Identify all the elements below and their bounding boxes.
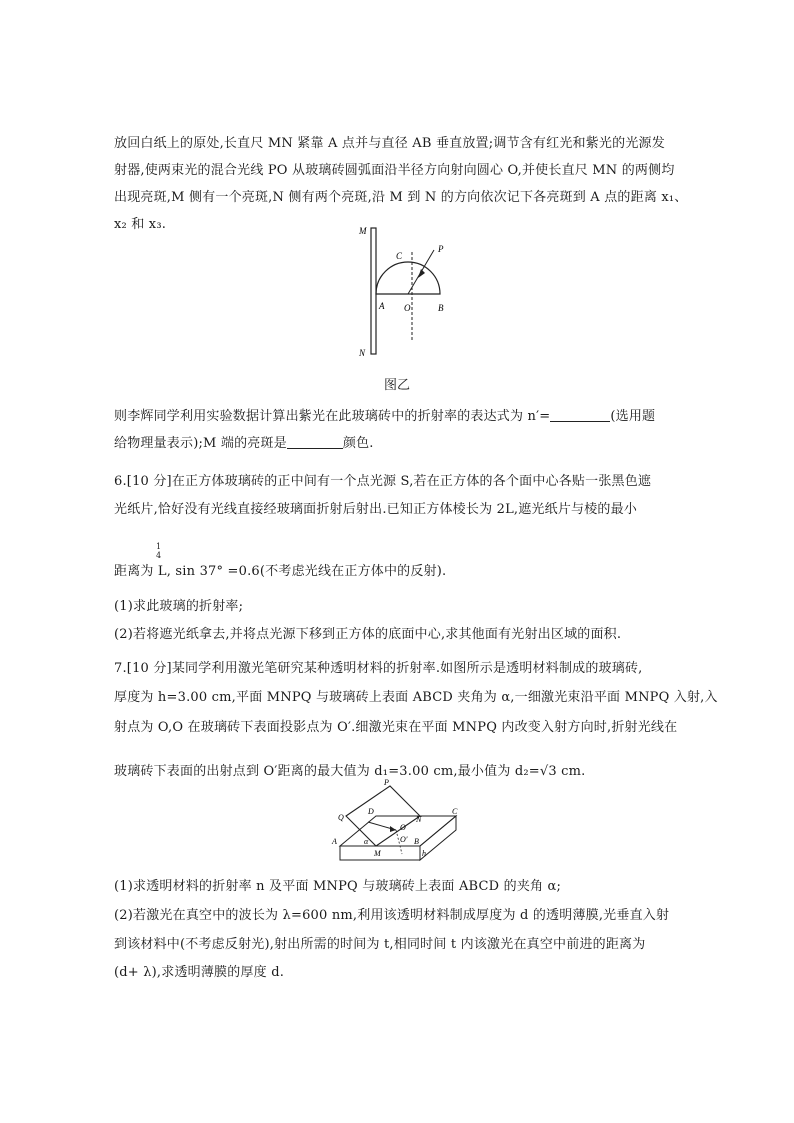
figure-semicircle-ruler	[350, 222, 460, 362]
q7-part-2-line-2: 到该材料中(不考虑反射光),射出所需的时间为 t,相同时间 t 内该激光在真空中前进的距离为	[114, 937, 646, 952]
q6-line-2: 光纸片,恰好没有光线直接经玻璃面折射后射出.已知正方体棱长为 2L,遮光纸片与棱的最小	[114, 502, 638, 517]
fig2-label-h: h	[422, 849, 426, 858]
fig2-label-p: P	[384, 778, 389, 787]
q7-line-2: 厚度为 h=3.00 cm,平面 MNPQ 与玻璃砖上表面 ABCD 夹角为 α,一细激光束沿平面 MNPQ 入射,入	[114, 690, 718, 705]
q6-line-1: 6.[10 分]在正方体玻璃砖的正中间有一个点光源 S,若在正方体的各个面中心各贴一张黑色遮	[114, 474, 652, 489]
answer-blank-1	[550, 409, 610, 422]
intro-line-4: x₂ 和 x₃.	[114, 217, 167, 232]
q7-part-2-line-1: (2)若激光在真空中的波长为 λ=600 nm,利用该透明材料制成厚度为 d 的透明薄膜,光垂直入射	[114, 908, 670, 923]
after-fig1-line-2	[114, 432, 374, 451]
fig2-label-d: D	[368, 807, 374, 816]
after-fig1-line-1-post: (选用题	[610, 409, 656, 424]
after-fig1-line-1	[114, 405, 655, 424]
q7-part-2-line-3: (d+ λ),求透明薄膜的厚度 d.	[114, 965, 285, 980]
after-fig1-line-2-post: 颜色.	[342, 436, 374, 451]
label-a: A	[379, 301, 385, 311]
q6-line-3: 距离为 L, sin 37° =0.6(不考虑光线在正方体中的反射).	[114, 564, 447, 579]
fig2-label-b: B	[414, 837, 419, 846]
q7-part-1: (1)求透明材料的折射率 n 及平面 MNPQ 与玻璃砖上表面 ABCD 的夹角 α;	[114, 879, 562, 894]
fig2-label-n: N	[416, 815, 422, 824]
ray-arrow-icon	[418, 269, 425, 278]
semicircle-glass	[376, 262, 440, 294]
after-fig1-line-2-pre: 给物理量表示);M 端的亮斑是	[114, 436, 287, 451]
ruler-mn	[371, 228, 376, 354]
intro-line-1: 放回白纸上的原处,长直尺 MN 紧靠 A 点并与直径 AB 垂直放置;调节含有红光和紫光的光源发	[114, 136, 665, 151]
q6-part-1: (1)求此玻璃的折射率;	[114, 599, 244, 614]
q7-line-3: 射点为 O,O 在玻璃砖下表面投影点为 O′.细激光束在平面 MNPQ 内改变入射方向时,折射光线在	[114, 720, 678, 735]
fig2-label-a: A	[332, 837, 337, 846]
fig2-label-m: M	[374, 849, 381, 858]
label-m: M	[359, 226, 367, 236]
fig2-label-c: C	[452, 807, 458, 816]
q6-part-2: (2)若将遮光纸拿去,并将点光源下移到正方体的底面中心,求其他面有光射出区域的面积.	[114, 627, 622, 642]
figure1-caption: 图乙	[384, 378, 411, 393]
label-p: P	[438, 244, 444, 254]
laser-arrow-icon	[390, 826, 396, 832]
label-b: B	[438, 303, 444, 313]
fig2-label-alpha: α	[364, 837, 369, 846]
fig2-label-o: O	[400, 823, 406, 832]
after-fig1-line-1-pre: 则李辉同学利用实验数据计算出紫光在此玻璃砖中的折射率的表达式为 n′=	[114, 409, 551, 424]
fig2-label-oprime: O′	[400, 835, 408, 844]
label-o: O	[404, 303, 411, 313]
label-c: C	[396, 251, 403, 261]
fig2-label-q: Q	[338, 813, 344, 822]
label-n: N	[359, 348, 366, 358]
figure-glass-slab	[328, 778, 468, 874]
fraction-numerator: 1	[156, 542, 162, 551]
intro-line-3: 出现亮斑,M 侧有一个亮斑,N 侧有两个亮斑,沿 M 到 N 的方向依次记下各亮斑到 A 点的距离 x₁、	[114, 190, 688, 205]
q7-line-4: 玻璃砖下表面的出射点到 O′距离的最大值为 d₁=3.00 cm,最小值为 d₂=√3 cm.	[114, 764, 586, 779]
fraction-denominator: 4	[156, 551, 162, 560]
intro-line-2: 射器,使两束光的混合光线 PO 从玻璃砖圆弧面沿半径方向射向圆心 O,并使长直尺 MN 的两侧均	[114, 163, 675, 178]
answer-blank-2	[287, 436, 343, 449]
q7-line-1: 7.[10 分]某同学利用激光笔研究某种透明材料的折射率.如图所示是透明材料制成的玻璃砖,	[114, 661, 643, 676]
